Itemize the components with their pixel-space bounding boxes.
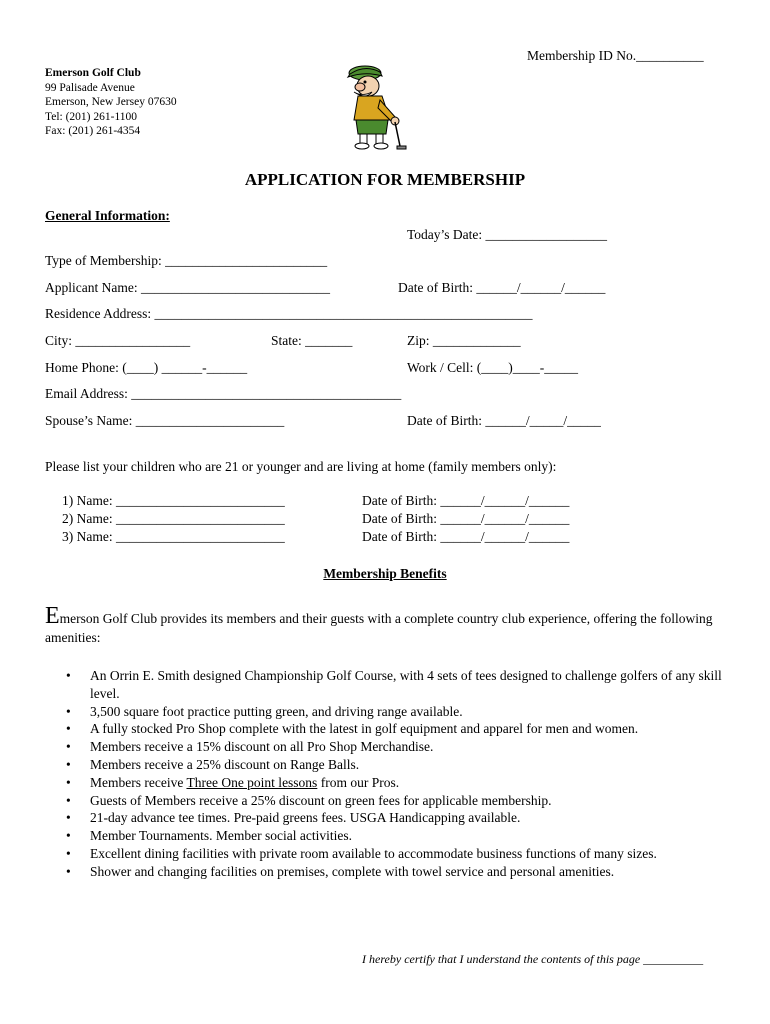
benefit-lessons-suffix: from our Pros. [317, 774, 400, 790]
spouse-name-field[interactable]: Spouse’s Name: ______________________ [45, 413, 285, 428]
home-phone-field[interactable]: Home Phone: (____) ______-______ [45, 360, 248, 375]
applicant-name-field[interactable]: Applicant Name: ____________________________ [45, 280, 330, 295]
bullet-icon: • [66, 703, 71, 719]
list-item [45, 738, 735, 756]
bullet-icon: • [66, 756, 71, 772]
list-item [45, 863, 735, 881]
bullet-icon: • [66, 828, 71, 844]
benefit-text: Members receive a 15% discount on all Pro Shop Merchandise. [90, 739, 434, 755]
list-item [45, 792, 735, 810]
benefit-lessons-underlined: Three One point lessons [186, 774, 318, 790]
golfer-cartoon-icon [340, 62, 412, 152]
club-address-line1: 99 Palisade Avenue [45, 81, 135, 94]
benefit-text: Shower and changing facilities on premises, complete with towel service and personal amenities. [90, 863, 615, 879]
list-item [45, 756, 735, 774]
child-3-name-field[interactable]: 3) Name: _________________________ [62, 529, 285, 544]
benefit-text: Guests of Members receive a 25% discount on green fees for applicable membership. [90, 792, 552, 808]
bullet-icon: • [66, 721, 71, 737]
todays-date-field[interactable]: Today’s Date: __________________ [407, 227, 608, 242]
benefits-list [45, 667, 735, 881]
benefit-text: 3,500 square foot practice putting green, and driving range available. [90, 703, 463, 719]
membership-benefits-heading: Membership Benefits [323, 566, 447, 581]
zip-field[interactable]: Zip: _____________ [407, 333, 521, 348]
list-item [45, 845, 735, 863]
city-field[interactable]: City: _________________ [45, 333, 191, 348]
child-1-dob-field[interactable]: Date of Birth: ______/______/______ [362, 493, 570, 508]
certify-signature-field[interactable]: I hereby certify that I understand the contents of this page __________ [362, 952, 704, 966]
list-item [45, 720, 735, 738]
list-item [45, 703, 735, 721]
child-2-name-field[interactable]: 2) Name: _________________________ [62, 511, 285, 526]
club-address-block [45, 66, 177, 139]
list-item [45, 667, 735, 703]
benefit-text: Member Tournaments. Member social activities. [90, 828, 352, 844]
benefit-text: 21-day advance tee times. Pre-paid greens fees. USGA Handicapping available. [90, 810, 521, 826]
benefit-text: Members receive a 25% discount on Range Balls. [90, 756, 360, 772]
type-of-membership-field[interactable]: Type of Membership: ________________________ [45, 253, 328, 268]
bullet-icon: • [66, 845, 71, 861]
benefit-text: Excellent dining facilities with private room available to accommodate business functions of many sizes. [90, 845, 657, 861]
bullet-icon: • [66, 739, 71, 755]
child-2-dob-field[interactable]: Date of Birth: ______/______/______ [362, 511, 570, 526]
child-1-name-field[interactable]: 1) Name: _________________________ [62, 493, 285, 508]
bullet-icon: • [66, 792, 71, 808]
spouse-date-of-birth-field[interactable]: Date of Birth: ______/_____/_____ [407, 413, 601, 428]
list-item [45, 774, 735, 792]
bullet-icon: • [66, 668, 71, 683]
club-fax: Fax: (201) 261-4354 [45, 125, 141, 137]
list-item [45, 809, 735, 827]
club-address-line2: Emerson, New Jersey 07630 [45, 96, 177, 108]
benefit-lessons-prefix: Members receive [90, 774, 187, 790]
state-field[interactable]: State: _______ [271, 333, 353, 348]
date-of-birth-field[interactable]: Date of Birth: ______/______/______ [398, 280, 606, 295]
bullet-icon: • [66, 774, 71, 790]
club-name: Emerson Golf Club [45, 67, 141, 79]
work-cell-field[interactable]: Work / Cell: (____)____-_____ [407, 360, 579, 375]
bullet-icon: • [66, 863, 71, 879]
page-title: APPLICATION FOR MEMBERSHIP [244, 170, 526, 189]
child-3-dob-field[interactable]: Date of Birth: ______/______/______ [362, 529, 570, 544]
benefits-intro [45, 603, 725, 647]
list-item [45, 827, 735, 845]
benefits-intro-dropcap: E [45, 603, 60, 629]
bullet-icon: • [66, 810, 71, 826]
benefit-text: An Orrin E. Smith designed Championship Golf Course, with 4 sets of tees designed to challenge golfers of any skill level. [90, 668, 722, 701]
email-address-field[interactable]: Email Address: ________________________________________ [45, 386, 402, 401]
benefits-intro-text: merson Golf Club provides its members and their guests with a complete country club experience, offering the following amenities: [45, 611, 713, 645]
benefit-text: A fully stocked Pro Shop complete with the latest in golf equipment and apparel for men and women. [90, 721, 639, 737]
general-information-heading: General Information: [45, 208, 170, 223]
club-phone: Tel: (201) 261-1100 [45, 110, 138, 123]
membership-id-field[interactable]: Membership ID No.__________ [527, 48, 704, 63]
children-instruction: Please list your children who are 21 or younger and are living at home (family members only): [45, 459, 557, 474]
residence-address-field[interactable]: Residence Address: ________________________________________________________ [45, 306, 533, 321]
